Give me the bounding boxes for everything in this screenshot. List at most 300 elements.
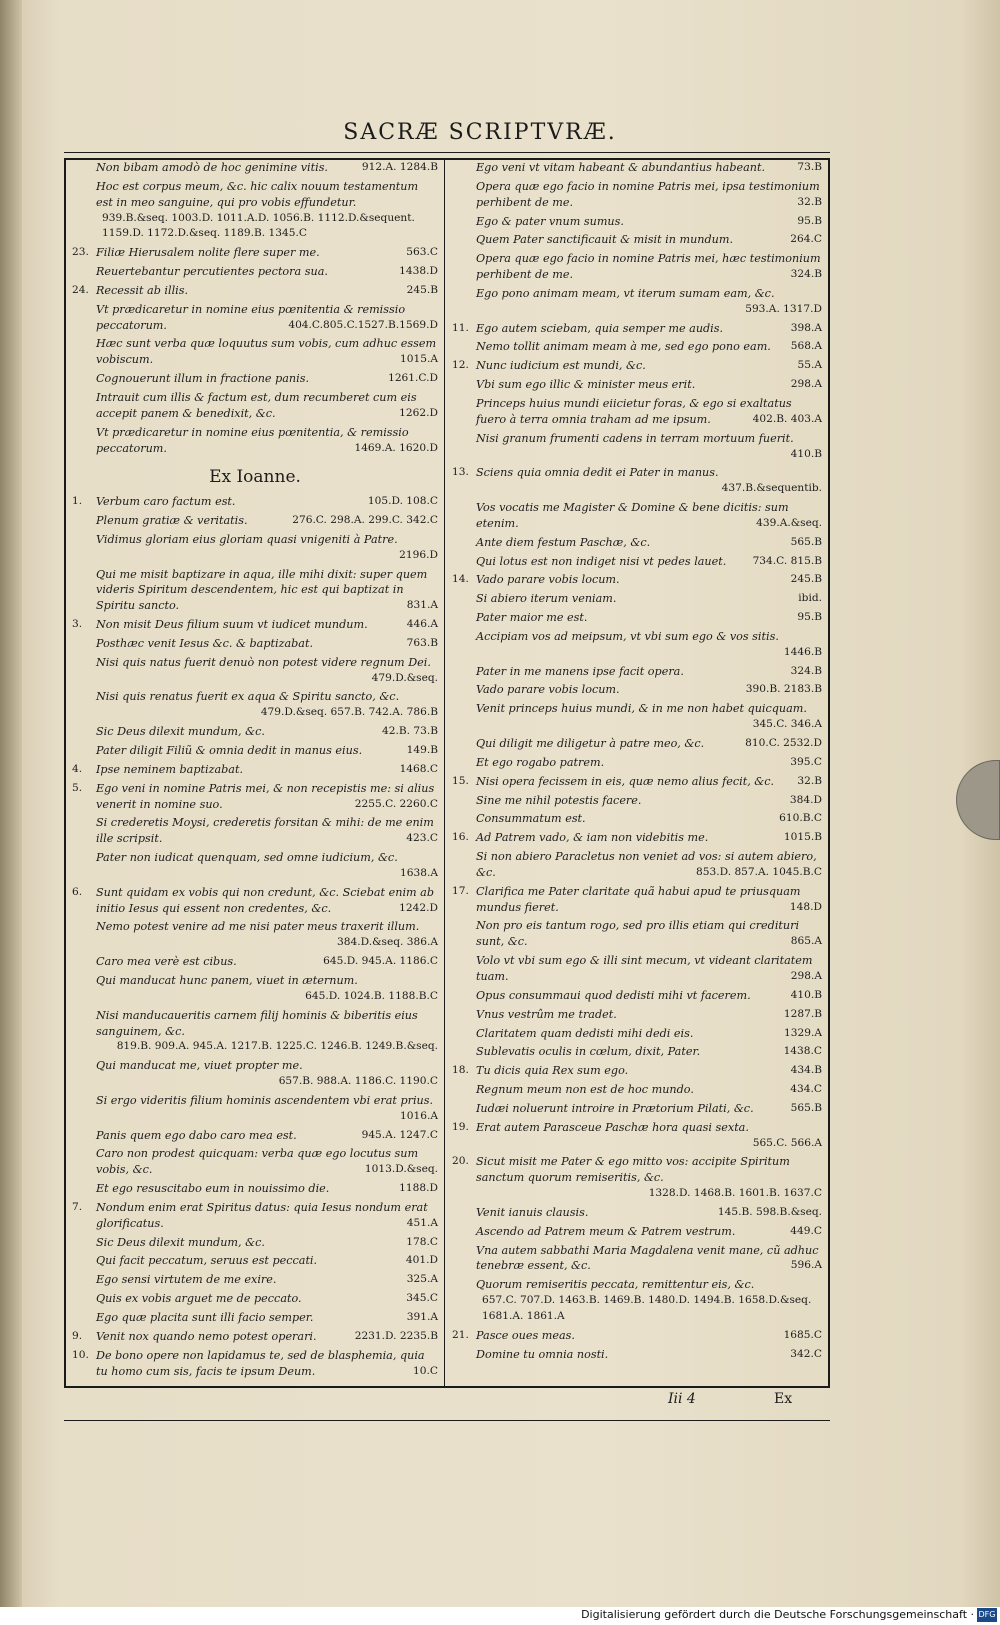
page-reference: 2255.C. 2260.C xyxy=(354,797,438,810)
page-reference: 404.C.805.C.1527.B.1569.D xyxy=(288,318,438,331)
index-entry xyxy=(452,918,822,950)
signature-mark: Iii 4 xyxy=(668,1391,696,1407)
page-reference: 398.A xyxy=(790,321,822,334)
verse-text: Sine me nihil potestis facere. xyxy=(476,793,642,807)
page-reference: 178.C xyxy=(406,1235,438,1248)
index-entry xyxy=(452,251,822,283)
index-entry xyxy=(452,1224,822,1240)
index-entry xyxy=(452,286,822,318)
page-reference: 148.D xyxy=(789,900,822,913)
index-entry xyxy=(452,1044,822,1060)
verse-text: Qui diligit me diligetur à patre meo, &c. xyxy=(476,737,705,750)
verse-text: Ego & pater vnum sumus. xyxy=(476,214,624,228)
page-reference: 55.A xyxy=(797,359,822,372)
index-entry xyxy=(452,1277,822,1325)
verse-text: Venit ianuis clausis. xyxy=(476,1205,589,1219)
page-reference: 1329.A xyxy=(784,1026,822,1039)
page-reference: 245.B xyxy=(790,573,822,586)
index-entry xyxy=(452,610,822,626)
index-entry xyxy=(452,339,822,355)
verse-text: Vbi sum ego illic & minister meus erit. xyxy=(476,378,696,392)
index-entry xyxy=(452,849,822,881)
index-entry xyxy=(72,1291,438,1307)
index-entry xyxy=(452,629,822,661)
index-entry xyxy=(452,953,822,985)
chapter-number: 9. xyxy=(72,1329,83,1342)
verse-text: Pater maior me est. xyxy=(476,611,588,625)
index-entry xyxy=(452,160,822,176)
index-entry xyxy=(452,465,822,497)
index-entry xyxy=(452,811,822,827)
left-column xyxy=(72,160,438,1382)
chapter-number: 17. xyxy=(452,884,469,897)
verse-text: Clarifica me Pater claritate quã habui apud te priusquam mundus fieret. xyxy=(476,884,801,914)
index-entry xyxy=(72,636,438,652)
page-reference: 945.A. 1247.C xyxy=(361,1128,438,1141)
page-reference: 342.C xyxy=(790,1347,822,1360)
index-entry xyxy=(72,160,438,176)
page-reference: 645.D. 945.A. 1186.C xyxy=(323,955,438,968)
verse-text: Filiæ Hierusalem nolite flere super me. xyxy=(96,246,320,260)
verse-text: Vado parare vobis locum. xyxy=(476,683,620,697)
index-entry xyxy=(452,396,822,428)
page-reference: 810.C. 2532.D xyxy=(745,737,822,749)
page-reference: 479.D.&seq. 657.B. 742.A. 786.B xyxy=(260,706,438,719)
index-entry xyxy=(72,1348,438,1380)
verse-text: Princeps huius mundi eiicietur foras, & ego si exaltatus fuero à terra omnia traham ad me ipsum. xyxy=(476,396,792,426)
chapter-number: 15. xyxy=(452,774,469,787)
verse-text: De bono opere non lapidamus te, sed de blasphemia, quia tu homo cum sis, facis te ipsum Deum. xyxy=(96,1348,425,1378)
index-entry xyxy=(72,617,438,633)
page-reference: 73.B xyxy=(797,161,822,173)
catchword: Ex xyxy=(774,1391,793,1407)
index-entry xyxy=(452,321,822,337)
page-reference: 324.B xyxy=(790,268,822,281)
verse-text: Ascendo ad Patrem meum & Patrem vestrum. xyxy=(476,1224,736,1238)
page-reference: 1438.D xyxy=(399,265,438,278)
page-reference: 149.B xyxy=(406,744,438,756)
verse-text: Sunt quidam ex vobis qui non credunt, &c. Sciebat enim ab initio Iesus qui essent non credentes, &c. xyxy=(96,885,435,915)
index-entry xyxy=(452,1026,822,1042)
index-entry xyxy=(452,830,822,846)
verse-text: Qui lotus est non indiget nisi vt pedes lauet. xyxy=(476,554,727,568)
page-reference: 145.B. 598.B.&seq. xyxy=(717,1205,822,1218)
index-entry xyxy=(72,1235,438,1251)
verse-text: Quis ex vobis arguet me de peccato. xyxy=(96,1292,302,1306)
page-reference: 563.C xyxy=(406,246,438,259)
verse-text: Recessit ab illis. xyxy=(96,283,189,297)
page-reference: 410.B xyxy=(790,447,822,460)
index-entry xyxy=(452,793,822,809)
verse-text: Vos vocatis me Magister & Domine & bene dicitis: sum etenim. xyxy=(476,501,789,530)
index-entry xyxy=(72,1058,438,1090)
verse-text: Pater non iudicat quenquam, sed omne iudicium, &c. xyxy=(96,851,398,865)
verse-text: Nisi granum frumenti cadens in terram mortuum fuerit. xyxy=(476,431,794,445)
page-reference: 593.A. 1317.D xyxy=(745,302,822,315)
index-entry xyxy=(452,1120,822,1152)
right-entries xyxy=(452,160,822,1363)
page-reference: 565.B xyxy=(790,535,822,548)
page-reference: ibid. xyxy=(798,592,822,605)
page-reference: 565.B xyxy=(790,1101,822,1114)
index-entry xyxy=(72,513,438,529)
verse-text: Iudæi noluerunt introire in Prætorium Pilati, &c. xyxy=(476,1101,754,1115)
verse-text: Venit princeps huius mundi, & in me non habet quicquam. xyxy=(476,702,807,716)
verse-text: Nisi quis natus fuerit denuò non potest videre regnum Dei. xyxy=(96,655,431,669)
index-entry xyxy=(452,377,822,393)
verse-text: Vado parare vobis locum. xyxy=(476,573,620,587)
index-entry xyxy=(72,1272,438,1288)
index-entry xyxy=(72,1200,438,1232)
index-entry xyxy=(72,1181,438,1197)
page-reference: 1685.C xyxy=(783,1328,822,1341)
index-entry xyxy=(72,302,438,334)
page-reference: 1016.A xyxy=(400,1109,438,1122)
page-reference: 410.B xyxy=(790,988,822,1001)
verse-text: Nunc iudicium est mundi, &c. xyxy=(476,359,646,373)
chapter-number: 4. xyxy=(72,762,83,775)
verse-text: Qui manducat me, viuet propter me. xyxy=(96,1059,303,1073)
verse-text: Ego autem sciebam, quia semper me audis. xyxy=(476,321,724,335)
verse-text: Reuertebantur percutientes pectora sua. xyxy=(96,265,328,279)
chapter-number: 11. xyxy=(452,321,469,334)
index-entry xyxy=(72,815,438,847)
verse-text: Cognouerunt illum in fractione panis. xyxy=(96,372,310,386)
verse-text: Non misit Deus filium suum vt iudicet mundum. xyxy=(96,618,368,632)
index-entry xyxy=(452,431,822,463)
verse-text: Vt prædicaretur in nomine eius pœnitentia & remissio peccatorum. xyxy=(96,302,406,332)
page-reference: 1328.D. 1468.B. 1601.B. 1637.C xyxy=(648,1187,822,1200)
page-reference: 819.B. 909.A. 945.A. 1217.B. 1225.C. 1246.B. 1249.B.&seq. xyxy=(116,1040,438,1053)
page-reference: 324.B xyxy=(790,664,822,677)
index-entry xyxy=(72,1253,438,1269)
verse-text: Domine tu omnia nosti. xyxy=(476,1347,609,1361)
page-reference: 610.B.C xyxy=(779,812,822,825)
chapter-number: 12. xyxy=(452,359,469,372)
verse-text: Nisi manducaueritis carnem filij hominis & biberitis eius sanguinem, &c. xyxy=(96,1008,418,1038)
index-entry xyxy=(72,1146,438,1178)
verse-text: Pater in me manens ipse facit opera. xyxy=(476,664,684,678)
index-entry xyxy=(452,1154,822,1202)
index-entry xyxy=(452,736,822,752)
chapter-number: 7. xyxy=(72,1200,83,1213)
page-reference: 645.D. 1024.B. 1188.B.C xyxy=(305,989,438,1002)
page-reference: 434.C xyxy=(790,1083,822,1096)
index-entry xyxy=(452,1063,822,1079)
chapter-number: 1. xyxy=(72,495,83,508)
verse-text: Sic Deus dilexit mundum, &c. xyxy=(96,1235,265,1249)
verse-text: Panis quem ego dabo caro mea est. xyxy=(96,1128,297,1142)
chapter-number: 19. xyxy=(452,1120,469,1133)
chapter-number: 20. xyxy=(452,1155,469,1168)
page-reference: 95.B xyxy=(797,611,822,624)
page-reference: 32.B xyxy=(797,774,822,787)
chapter-number: 18. xyxy=(452,1064,469,1077)
index-entry xyxy=(72,336,438,368)
page-reference: 568.A xyxy=(790,340,822,353)
page-reference: 384.D.&seq. 386.A xyxy=(337,936,438,949)
page-reference: 446.A xyxy=(406,618,438,631)
verse-text: Sicut misit me Pater & ego mitto vos: accipite Spiritum sanctum quorum remiseritis, &c. xyxy=(476,1155,790,1185)
page-reference: 853.D. 857.A. 1045.B.C xyxy=(696,865,822,878)
index-entry xyxy=(452,232,822,248)
index-entry xyxy=(72,494,438,510)
chapter-number: 14. xyxy=(452,573,469,586)
page-reference: 1242.D xyxy=(399,901,438,914)
page-reference: 345.C xyxy=(406,1292,438,1305)
page-reference: 42.B. 73.B xyxy=(382,725,438,738)
page-reference: 1469.A. 1620.D xyxy=(354,441,438,454)
page-reference: 345.C. 346.A xyxy=(752,718,822,731)
index-entry xyxy=(72,390,438,422)
page-title: SACRÆ SCRIPTVRÆ. xyxy=(343,120,617,145)
verse-text: Si non abiero Paracletus non veniet ad vos: si autem abiero, &c. xyxy=(476,850,817,879)
verse-text: Vidimus gloriam eius gloriam quasi vnigeniti à Patre. xyxy=(96,532,398,546)
page-reference: 1013.D.&seq. xyxy=(364,1163,438,1176)
verse-text: Sublevatis oculis in cœlum, dixit, Pater. xyxy=(476,1045,701,1059)
index-entry xyxy=(452,755,822,771)
verse-text: Nemo tollit animam meam à me, sed ego pono eam. xyxy=(476,340,771,354)
index-entry xyxy=(452,884,822,916)
verse-text: Consummatum est. xyxy=(476,812,586,826)
verse-text: Qui facit peccatum, seruus est peccati. xyxy=(96,1254,318,1268)
page-reference: 565.C. 566.A xyxy=(752,1136,822,1149)
index-entry xyxy=(452,682,822,698)
verse-text: Caro mea verè est cibus. xyxy=(96,955,237,969)
index-entry xyxy=(72,885,438,917)
page-reference: 1262.D xyxy=(399,406,438,419)
verse-text: Non pro eis tantum rogo, sed pro illis etiam qui credituri sunt, &c. xyxy=(476,919,800,949)
page-reference: 439.A.&seq. xyxy=(756,516,822,529)
chapter-number: 3. xyxy=(72,618,83,631)
footer-credit: Digitalisierung gefördert durch die Deutsche Forschungsgemeinschaft · xyxy=(581,1608,974,1621)
index-entry xyxy=(72,245,438,261)
verse-text: Nisi quis renatus fuerit ex aqua & Spiritu sancto, &c. xyxy=(96,690,400,704)
index-entry xyxy=(72,954,438,970)
index-entry xyxy=(452,1205,822,1221)
page-reference: 1468.C xyxy=(399,762,438,775)
page-reference: 939.B.&seq. 1003.D. 1011.A.D. 1056.B. 1112.D.&sequent. 1159.D. 1172.D.&seq. 1189.B. 1345.C xyxy=(102,211,415,240)
verse-text: Ego quæ placita sunt illi facio semper. xyxy=(96,1311,314,1324)
verse-text: Sciens quia omnia dedit ei Pater in manus. xyxy=(476,466,719,480)
verse-text: Qui me misit baptizare in aqua, ille mihi dixit: super quem videris Spiritum descendentem, hic est qui baptizat in Spiritu sancto. xyxy=(96,567,428,613)
verse-text: Si abiero iterum veniam. xyxy=(476,592,617,606)
footer-rule xyxy=(64,1420,830,1421)
page-reference: 437.B.&sequentib. xyxy=(721,482,822,495)
verse-text: Et ego rogabo patrem. xyxy=(476,755,605,769)
page-reference: 449.C xyxy=(790,1224,822,1237)
verse-text: Ego sensi virtutem de me exire. xyxy=(96,1273,277,1287)
verse-text: Tu dicis quia Rex sum ego. xyxy=(476,1064,629,1078)
index-entry xyxy=(72,689,438,721)
index-entry xyxy=(452,1101,822,1117)
index-entry xyxy=(452,214,822,230)
left-entries-top xyxy=(72,160,438,456)
verse-text: Opera quæ ego facio in nomine Patris mei, ipsa testimonium perhibent de me. xyxy=(476,179,820,209)
left-entries-ioannes xyxy=(72,494,438,1379)
index-entry xyxy=(72,532,438,564)
index-entry xyxy=(72,425,438,457)
page-reference: 865.A xyxy=(790,935,822,948)
chapter-number: 16. xyxy=(452,831,469,844)
chapter-number: 6. xyxy=(72,885,83,898)
section-title-ioannes: Ex Ioanne. xyxy=(209,467,301,488)
page-reference: 264.C xyxy=(790,233,822,246)
page-reference: 298.A xyxy=(790,378,822,391)
page-reference: 912.A. 1284.B xyxy=(361,161,438,173)
verse-text: Ego pono animam meam, vt iterum sumam eam, &c. xyxy=(476,286,775,300)
page-reference: 1638.A xyxy=(400,866,438,879)
verse-text: Non bibam amodò de hoc genimine vitis. xyxy=(96,161,328,174)
index-entry xyxy=(72,781,438,813)
index-entry xyxy=(72,919,438,951)
index-entry xyxy=(72,179,438,242)
index-entry xyxy=(72,1008,438,1056)
page-reference: 734.C. 815.B xyxy=(752,554,822,567)
index-entry xyxy=(452,572,822,588)
verse-text: Vnus vestrûm me tradet. xyxy=(476,1007,617,1021)
verse-text: Intrauit cum illis & factum est, dum recumberet cum eis accepit panem & benedixit, &c. xyxy=(96,390,417,420)
index-entry xyxy=(72,850,438,882)
verse-text: Verbum caro factum est. xyxy=(96,495,236,509)
page-reference: 1446.B xyxy=(783,645,822,658)
index-entry xyxy=(452,591,822,607)
index-entry xyxy=(72,762,438,778)
header-rule xyxy=(64,152,830,153)
index-entry xyxy=(452,535,822,551)
index-entry xyxy=(72,1128,438,1144)
verse-text: Ego veni vt vitam habeant & abundantius habeant. xyxy=(476,161,766,174)
verse-text: Quem Pater sanctificauit & misit in mundum. xyxy=(476,233,734,247)
page-reference: 298.A xyxy=(790,969,822,982)
chapter-number: 24. xyxy=(72,283,89,296)
page-reference: 1438.C xyxy=(783,1045,822,1058)
page-reference: 245.B xyxy=(406,283,438,296)
page-reference: 423.C xyxy=(406,832,438,845)
verse-text: Quorum remiseritis peccata, remittentur eis, &c. xyxy=(476,1278,755,1292)
index-entry xyxy=(72,973,438,1005)
verse-text: Posthæc venit Iesus &c. & baptizabat. xyxy=(96,636,314,650)
index-entry xyxy=(72,264,438,280)
index-entry xyxy=(72,1310,438,1326)
page-reference: 657.B. 988.A. 1186.C. 1190.C xyxy=(278,1075,438,1088)
verse-text: Qui manducat hunc panem, viuet in æternum. xyxy=(96,973,358,987)
verse-text: Ad Patrem vado, & iam non videbitis me. xyxy=(476,831,709,845)
page-reference: 384.D xyxy=(789,793,822,806)
page-reference: 1015.A xyxy=(400,353,438,366)
verse-text: Si crederetis Moysi, crederetis forsitan & mihi: de me enim ille scripsit. xyxy=(96,816,434,846)
verse-text: Sic Deus dilexit mundum, &c. xyxy=(96,725,265,739)
page-reference: 1015.B xyxy=(783,831,822,844)
index-entry xyxy=(452,1243,822,1275)
verse-text: Erat autem Parasceue Paschæ hora quasi sexta. xyxy=(476,1120,749,1134)
page-reference: 390.B. 2183.B xyxy=(745,683,822,696)
verse-text: Accipiam vos ad meipsum, vt vbi sum ego & vos sitis. xyxy=(476,629,779,643)
verse-text: Nemo potest venire ad me nisi pater meus traxerit illum. xyxy=(96,920,420,934)
page-reference: 391.A xyxy=(406,1311,438,1323)
index-entry xyxy=(72,743,438,759)
verse-text: Opus consummaui quod dedisti mihi vt facerem. xyxy=(476,988,751,1002)
page-reference: 1261.C.D xyxy=(388,372,438,385)
verse-text: Hæc sunt verba quæ loquutus sum vobis, cum adhuc essem vobiscum. xyxy=(96,337,437,367)
page-clip xyxy=(956,760,1000,840)
right-column xyxy=(452,160,822,1366)
page-reference: 105.D. 108.C xyxy=(367,495,438,508)
page-reference: 1188.D xyxy=(399,1182,438,1195)
page-reference: 451.A xyxy=(406,1216,438,1229)
index-entry xyxy=(452,1347,822,1363)
index-entry xyxy=(72,283,438,299)
verse-text: Si ergo videritis filium hominis ascendentem vbi erat prius. xyxy=(96,1093,434,1107)
index-entry xyxy=(452,1328,822,1344)
verse-text: Et ego resuscitabo eum in nouissimo die. xyxy=(96,1182,330,1196)
page-reference: 1287.B xyxy=(783,1007,822,1020)
verse-text: Regnum meum non est de hoc mundo. xyxy=(476,1083,694,1097)
index-entry xyxy=(452,1082,822,1098)
index-entry xyxy=(452,774,822,790)
verse-text: Pater diligit Filiũ & omnia dedit in manus eius. xyxy=(96,744,363,757)
page-reference: 401.D xyxy=(405,1254,438,1267)
page-reference: 32.B xyxy=(797,195,822,208)
page-reference: 479.D.&seq. xyxy=(371,671,438,684)
index-entry xyxy=(72,655,438,687)
page-reference: 395.C xyxy=(790,755,822,768)
verse-text: Vna autem sabbathi Maria Magdalena venit mane, cũ adhuc tenebræ essent, &c. xyxy=(476,1243,819,1273)
chapter-number: 5. xyxy=(72,781,83,794)
verse-text: Venit nox quando nemo potest operari. xyxy=(96,1329,317,1343)
index-entry xyxy=(452,701,822,733)
verse-text: Nondum enim erat Spiritus datus: quia Iesus nondum erat glorificatus. xyxy=(96,1200,428,1230)
binding-shadow xyxy=(0,0,22,1625)
page-reference: 276.C. 298.A. 299.C. 342.C xyxy=(292,514,438,527)
column-divider xyxy=(444,160,445,1386)
page-reference: 402.B. 403.A xyxy=(752,412,822,425)
verse-text: Nisi opera fecissem in eis, quæ nemo alius fecit, &c. xyxy=(476,774,775,788)
page-reference: 763.B xyxy=(406,636,438,649)
chapter-number: 13. xyxy=(452,466,469,479)
index-entry xyxy=(452,500,822,532)
chapter-number: 21. xyxy=(452,1328,469,1341)
index-entry xyxy=(452,358,822,374)
page-reference: 596.A xyxy=(790,1259,822,1272)
index-entry xyxy=(72,371,438,387)
chapter-number: 10. xyxy=(72,1348,89,1361)
page-reference: 434.B xyxy=(790,1064,822,1077)
page-reference: 325.A xyxy=(406,1273,438,1286)
index-entry xyxy=(72,1093,438,1125)
verse-text: Vt prædicaretur in nomine eius pœnitentia, & remissio peccatorum. xyxy=(96,425,409,455)
index-entry xyxy=(452,179,822,211)
verse-text: Claritatem quam dedisti mihi dedi eis. xyxy=(476,1026,694,1040)
page-reference: 657.C. 707.D. 1463.B. 1469.B. 1480.D. 1494.B. 1658.D.&seq. 1681.A. 1861.A xyxy=(482,1294,812,1322)
index-entry xyxy=(452,988,822,1004)
verse-text: Pasce oues meas. xyxy=(476,1328,575,1342)
index-entry xyxy=(72,567,438,615)
verse-text: Ante diem festum Paschæ, &c. xyxy=(476,535,651,549)
verse-text: Plenum gratiæ & veritatis. xyxy=(96,514,248,528)
index-entry xyxy=(452,664,822,680)
index-entry xyxy=(72,1329,438,1345)
page-reference: 2231.D. 2235.B xyxy=(354,1329,438,1342)
verse-text: Caro non prodest quicquam: verba quæ ego locutus sum vobis, &c. xyxy=(96,1147,419,1177)
page-reference: 95.B xyxy=(797,214,822,227)
index-entry xyxy=(452,554,822,570)
index-entry xyxy=(72,724,438,740)
page-reference: 831.A xyxy=(406,599,438,612)
page-reference: 10.C xyxy=(413,1364,438,1377)
chapter-number: 23. xyxy=(72,246,89,259)
page-reference: 2196.D xyxy=(399,548,438,561)
